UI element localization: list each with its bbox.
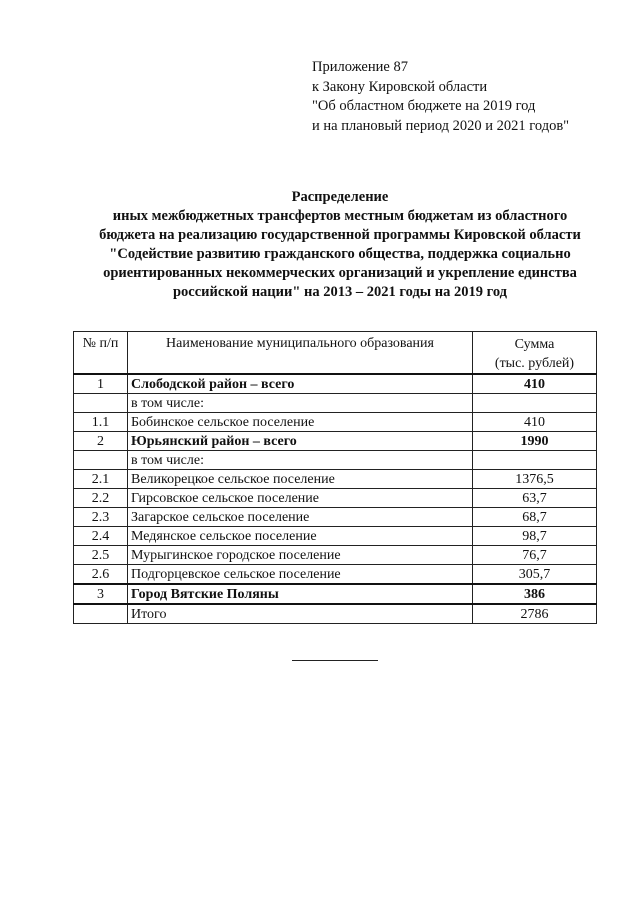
row-num <box>74 394 128 413</box>
closing-divider <box>292 660 378 661</box>
title-line: "Содействие развитию гражданского общества, поддержка социально <box>109 246 571 262</box>
row-name: Загарское сельское поселение <box>128 508 473 527</box>
header-name: Наименование муниципального образования <box>128 332 473 375</box>
row-name: Медянское сельское поселение <box>128 527 473 546</box>
row-sum: 63,7 <box>473 489 597 508</box>
row-name: Юрьянский район – всего <box>128 432 473 451</box>
table-row <box>74 527 597 546</box>
appendix-reference <box>312 58 569 136</box>
table-row <box>74 508 597 527</box>
row-name: Итого <box>128 604 473 624</box>
row-sum: 386 <box>473 584 597 604</box>
table-row <box>74 432 597 451</box>
row-num: 2.1 <box>74 470 128 489</box>
title-line: ориентированных некоммерческих организаций и укрепление единства <box>103 265 577 281</box>
appendix-line: Приложение 87 <box>312 59 408 75</box>
appendix-line: "Об областном бюджете на 2019 год <box>312 98 536 114</box>
title-line: бюджета на реализацию государственной программы Кировской области <box>99 227 581 243</box>
row-num: 1 <box>74 374 128 394</box>
row-name: Гирсовское сельское поселение <box>128 489 473 508</box>
row-sum: 1376,5 <box>473 470 597 489</box>
header-num: № п/п <box>74 332 128 375</box>
transfers-table <box>73 331 597 624</box>
document-title <box>40 188 640 302</box>
row-name: Мурыгинское городское поселение <box>128 546 473 565</box>
title-line: иных межбюджетных трансфертов местным бюджетам из областного <box>112 208 568 224</box>
row-sum: 410 <box>473 413 597 432</box>
row-sum <box>473 451 597 470</box>
title-heading: Распределение <box>291 189 389 205</box>
row-num <box>74 604 128 624</box>
row-name: Великорецкое сельское поселение <box>128 470 473 489</box>
row-num: 1.1 <box>74 413 128 432</box>
row-num: 2 <box>74 432 128 451</box>
row-sum: 410 <box>473 374 597 394</box>
row-name: в том числе: <box>128 394 473 413</box>
row-sum: 305,7 <box>473 565 597 585</box>
table-row <box>74 374 597 394</box>
row-sum: 2786 <box>473 604 597 624</box>
row-num: 2.4 <box>74 527 128 546</box>
row-name: Подгорцевское сельское поселение <box>128 565 473 585</box>
row-sum: 76,7 <box>473 546 597 565</box>
row-sum: 98,7 <box>473 527 597 546</box>
row-num: 2.5 <box>74 546 128 565</box>
table-row <box>74 413 597 432</box>
row-sum: 68,7 <box>473 508 597 527</box>
table-row <box>74 546 597 565</box>
table-row <box>74 470 597 489</box>
table-row <box>74 584 597 604</box>
row-name: Слободской район – всего <box>128 374 473 394</box>
row-num <box>74 451 128 470</box>
table-row <box>74 565 597 585</box>
header-sum-line: Сумма <box>514 337 555 352</box>
header-sum-unit: (тыс. рублей) <box>494 356 575 371</box>
row-num: 3 <box>74 584 128 604</box>
appendix-line: и на плановый период 2020 и 2021 годов" <box>312 117 570 134</box>
row-sum <box>473 394 597 413</box>
row-sum: 1990 <box>473 432 597 451</box>
row-num: 2.2 <box>74 489 128 508</box>
header-sum <box>473 332 597 375</box>
row-name: Город Вятские Поляны <box>128 584 473 604</box>
appendix-line: к Закону Кировской области <box>312 78 488 95</box>
row-num: 2.3 <box>74 508 128 527</box>
row-name: в том числе: <box>128 451 473 470</box>
table-row <box>74 394 597 413</box>
row-name: Бобинское сельское поселение <box>128 413 473 432</box>
table-row <box>74 489 597 508</box>
table-row <box>74 451 597 470</box>
row-num: 2.6 <box>74 565 128 585</box>
table-row-total <box>74 604 597 624</box>
title-line: российской нации" на 2013 – 2021 годы на 2019 год <box>172 284 507 300</box>
table-header-row <box>74 332 597 375</box>
